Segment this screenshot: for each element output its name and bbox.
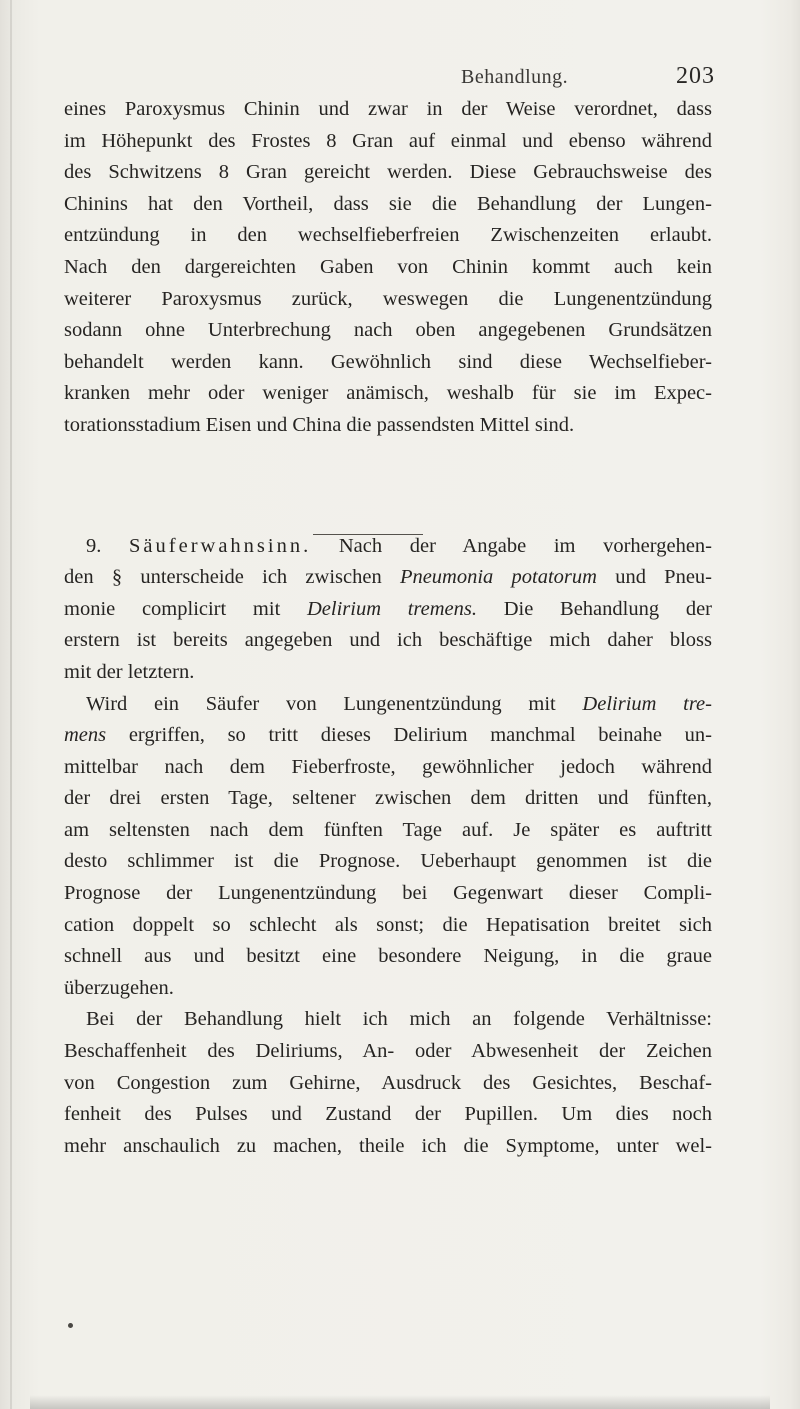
text-line: im Höhepunkt des Frostes 8 Gran auf einmal und ebenso während — [64, 129, 712, 152]
text-line: erstern ist bereits angegeben und ich beschäftige mich daher bloss — [64, 629, 712, 652]
text-line: Prognose der Lungenentzündung bei Gegenwart dieser Compli- — [64, 882, 712, 905]
section-heading: Säuferwahnsinn. — [129, 534, 312, 557]
text-line: von Congestion zum Gehirne, Ausdruck des Gesichtes, Beschaf- — [64, 1071, 712, 1094]
text-line: mittelbar nach dem Fieberfroste, gewöhnlicher jedoch während — [64, 755, 712, 778]
text-line: der drei ersten Tage, seltener zwischen dem dritten und fünften, — [64, 787, 712, 810]
paragraph-delirium — [64, 689, 712, 1005]
text-line: mehr anschaulich zu machen, theile ich die Symptome, unter wel- — [64, 1134, 712, 1157]
text-line — [64, 689, 712, 721]
running-head: Behandlung. — [461, 66, 569, 88]
text-line — [64, 562, 712, 594]
text-line: Beschaffenheit des Deliriums, An- oder Abwesenheit der Zeichen — [64, 1040, 712, 1063]
binding-edge — [10, 0, 12, 1409]
paragraph-behandlung — [64, 1004, 712, 1162]
paragraph-chinin — [64, 94, 712, 442]
text-line: cation doppelt so schlecht als sonst; die Hepatisation breitet sich — [64, 913, 712, 936]
text-line: Nach den dargereichten Gaben von Chinin kommt auch kein — [64, 255, 712, 278]
divider-rule — [313, 534, 423, 535]
text-line: fenheit des Pulses und Zustand der Pupillen. Um dies noch — [64, 1103, 712, 1126]
text-line: entzündung in den wechselfieberfreien Zwischenzeiten erlaubt. — [64, 224, 712, 247]
section-divider — [313, 532, 423, 538]
text-fragment: und Pneu- — [615, 566, 713, 589]
page-number: 203 — [676, 63, 715, 89]
text-line: überzugehen. — [64, 976, 174, 999]
text-fragment: monie complicirt mit — [64, 597, 281, 620]
section-number: 9. — [86, 534, 102, 557]
text-line — [64, 720, 712, 752]
section-9 — [64, 531, 712, 689]
text-line: torationsstadium Eisen und China die passendsten Mittel sind. — [64, 413, 575, 436]
text-line: kranken mehr oder weniger anämisch, weshalb für sie im Expec- — [64, 382, 712, 405]
latin-term: Pneumonia potatorum — [399, 566, 597, 589]
text-fragment: ergriffen, so tritt dieses Delirium manchmal beinahe un- — [128, 724, 712, 747]
text-line: schnell aus und besitzt eine besondere Neigung, in die graue — [64, 945, 712, 968]
text-line: sodann ohne Unterbrechung nach oben angegebenen Grundsätzen — [64, 319, 712, 342]
text-fragment: Die Behandlung der — [503, 597, 712, 620]
body-text — [64, 94, 712, 1162]
text-fragment: Wird ein Säufer von Lungenentzündung mit — [86, 692, 556, 715]
latin-term: Delirium tre- — [582, 692, 712, 715]
latin-term: Delirium tremens. — [306, 597, 477, 620]
latin-term: mens — [64, 724, 107, 747]
text-fragment: den § unterscheide ich zwischen — [64, 566, 382, 589]
section-gap — [64, 442, 712, 531]
text-line: des Schwitzens 8 Gran gereicht werden. Diese Gebrauchsweise des — [64, 161, 712, 184]
print-speck — [68, 1323, 73, 1328]
text-line: desto schlimmer ist die Prognose. Ueberhaupt genommen ist die — [64, 850, 712, 873]
text-line — [64, 594, 712, 626]
text-line: am seltensten nach dem fünften Tage auf. Je später es auftritt — [64, 818, 712, 841]
text-line: Chinins hat den Vortheil, dass sie die Behandlung der Lungen- — [64, 192, 712, 215]
page-edge-shadow — [30, 1395, 770, 1409]
text-fragment: Nach der Angabe im vorhergehen- — [338, 534, 713, 557]
text-line: weiterer Paroxysmus zurück, weswegen die Lungenentzündung — [64, 287, 712, 310]
text-line: behandelt werden kann. Gewöhnlich sind diese Wechselfieber- — [64, 350, 712, 373]
text-line: Bei der Behandlung hielt ich mich an folgende Verhältnisse: — [86, 1008, 712, 1031]
text-line: eines Paroxysmus Chinin und zwar in der Weise verordnet, dass — [64, 98, 712, 120]
text-line: mit der letztern. — [64, 660, 195, 683]
